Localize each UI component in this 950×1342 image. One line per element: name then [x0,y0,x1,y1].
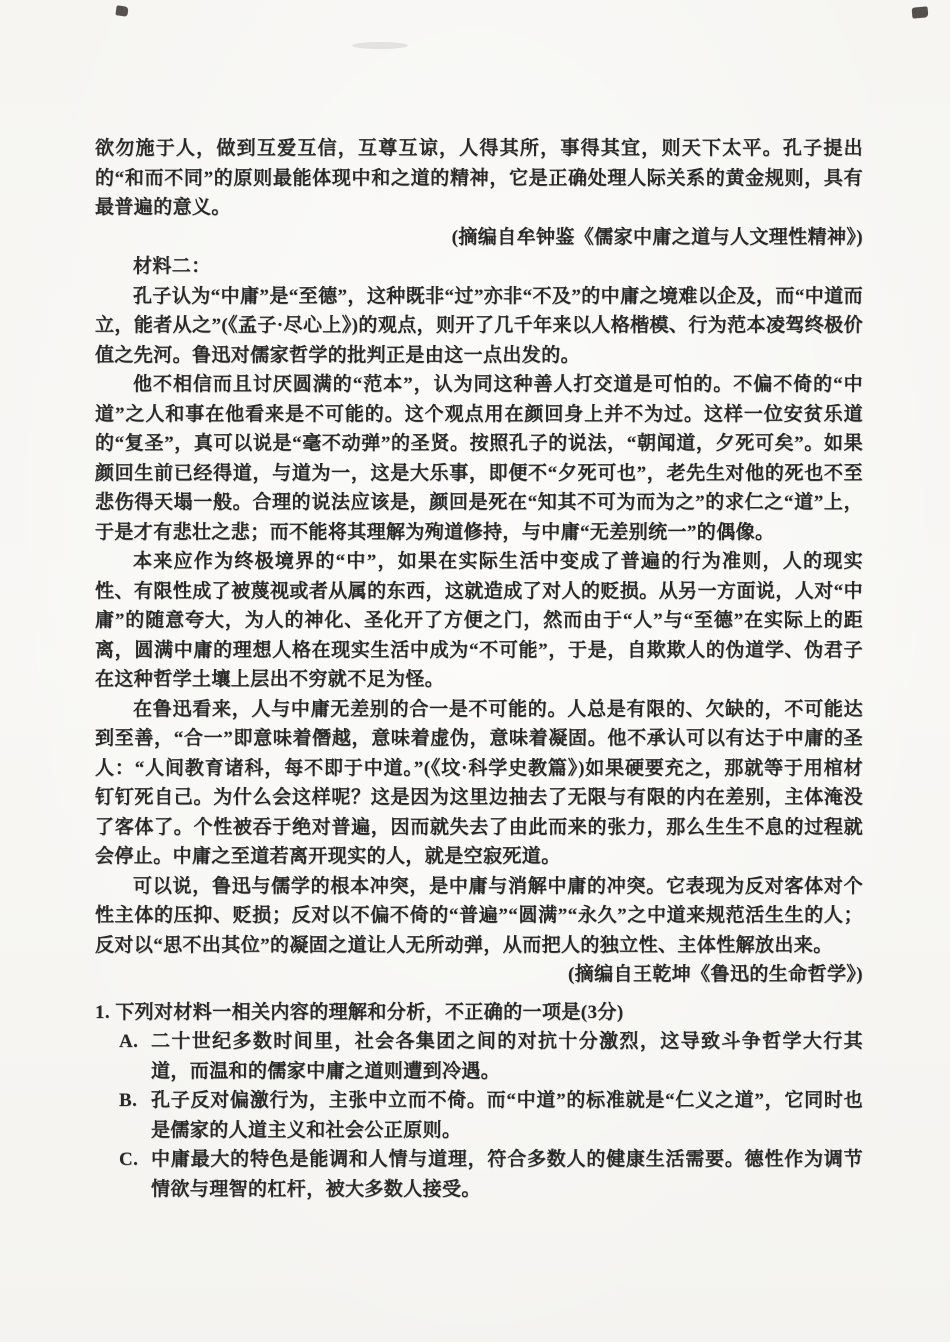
option-label: B. [119,1090,138,1111]
option-label: C. [119,1149,139,1170]
material-two-paragraph: 可以说，鲁迅与儒学的根本冲突，是中庸与消解中庸的冲突。它表现为反对客体对个性主体的压抑、贬损；反对以不偏不倚的“普遍”“圆满”“永久”之中道来规范活生生的人；反对以“思不出其位”的凝固之道让人无所动弹，从而把人的独立性、主体性解放出来。 [95,875,863,956]
question-1-stem: 1. 下列对材料一相关内容的理解和分析，不正确的一项是(3分) [95,1001,624,1023]
source-attribution-1: (摘编自牟钟鉴《儒家中庸之道与人文理性精神》) [451,226,863,248]
question-1 [95,998,863,1205]
question-1-option-b [95,1086,863,1145]
scan-artifact [912,6,929,18]
document-body [95,134,863,1204]
option-text: 孔子反对偏激行为，主张中立而不倚。而“中道”的标准就是“仁义之道”，它同时也是儒家的人道主义和社会公正原则。 [151,1090,863,1141]
material-two-paragraph: 他不相信而且讨厌圆满的“范本”，认为同这种善人打交道是可怕的。不偏不倚的“中道”之人和事在他看来是不可能的。这个观点用在颜回身上并不为过。这样一位安贫乐道的“复圣”，真可以说是“毫不动弹”的圣贤。按照孔子的说法，“朝闻道，夕死可矣”。如果颜回生前已经得道，与道为一，这是大乐事，即便不“夕死可也”，老先生对他的死也不至悲伤得天塌一般。合理的说法应该是，颜回是死在“知其不可为而为之”的求仁之“道”上，于是才有悲壮之悲；而不能将其理解为殉道修持，与中庸“无差别统一”的偶像。 [95,374,863,543]
material-two-paragraph: 孔子认为“中庸”是“至德”，这种既非“过”亦非“不及”的中庸之境难以企及，而“中道而立，能者从之”(《孟子·尽心上》)的观点，则开了几千年来以人格楷模、行为范本凌驾终极价值之先河。鲁迅对儒家哲学的批判正是由这一点出发的。 [95,285,863,366]
source-attribution-2: (摘编自王乾坤《鲁迅的生命哲学》) [568,964,863,985]
material-two-paragraph: 在鲁迅看来，人与中庸无差别的合一是不可能的。人总是有限的、欠缺的，不可能达到至善，“合一”即意味着僭越，意味着虚伪，意味着凝固。他不承认可以有达于中庸的圣人：“人间教育诸科，每不即于中道。”(《坟·科学史教篇》)如果硬要充之，那就等于用棺材钉钉死自己。为什么会这样呢？这是因为这里边抽去了无限与有限的内在差别，主体淹没了客体了。个性被吞于绝对普遍，因而就失去了由此而来的张力，那么生生不息的过程就会停止。中庸之至道若离开现实的人，就是空寂死道。 [95,698,863,867]
material-two-paragraph: 本来应作为终极境界的“中”，如果在实际生活中变成了普遍的行为准则，人的现实性、有限性成了被蔑视或者从属的东西，这就造成了对人的贬损。从另一方面说，人对“中庸”的随意夸大，为人的神化、圣化开了方便之门，然而由于“人”与“至德”在实际上的距离，圆满中庸的理想人格在现实生活中成为“不可能”，于是，自欺欺人的伪道学、伪君子在这种哲学土壤上层出不穷就不足为怪。 [95,551,863,690]
option-text: 中庸最大的特色是能调和人情与道理，符合多数人的健康生活需要。德性作为调节情欲与理智的杠杆，被大多数人接受。 [151,1149,863,1200]
option-label: A. [119,1031,139,1052]
paragraph-continuation: 欲勿施于人，做到互爱互信，互尊互谅，人得其所，事得其宜，则天下太平。孔子提出的“和而不同”的原则最能体现中和之道的精神，它是正确处理人际关系的黄金规则，具有最普遍的意义。 [95,138,863,218]
question-1-option-c [95,1145,863,1204]
option-text: 二十世纪多数时间里，社会各集团之间的对抗十分激烈，这导致斗争哲学大行其道，而温和的儒家中庸之道则遭到冷遇。 [151,1031,863,1082]
scan-artifact [115,5,128,17]
scan-smudge [352,42,408,49]
question-1-option-a [95,1027,863,1086]
material-two-heading: 材料二： [133,256,211,277]
